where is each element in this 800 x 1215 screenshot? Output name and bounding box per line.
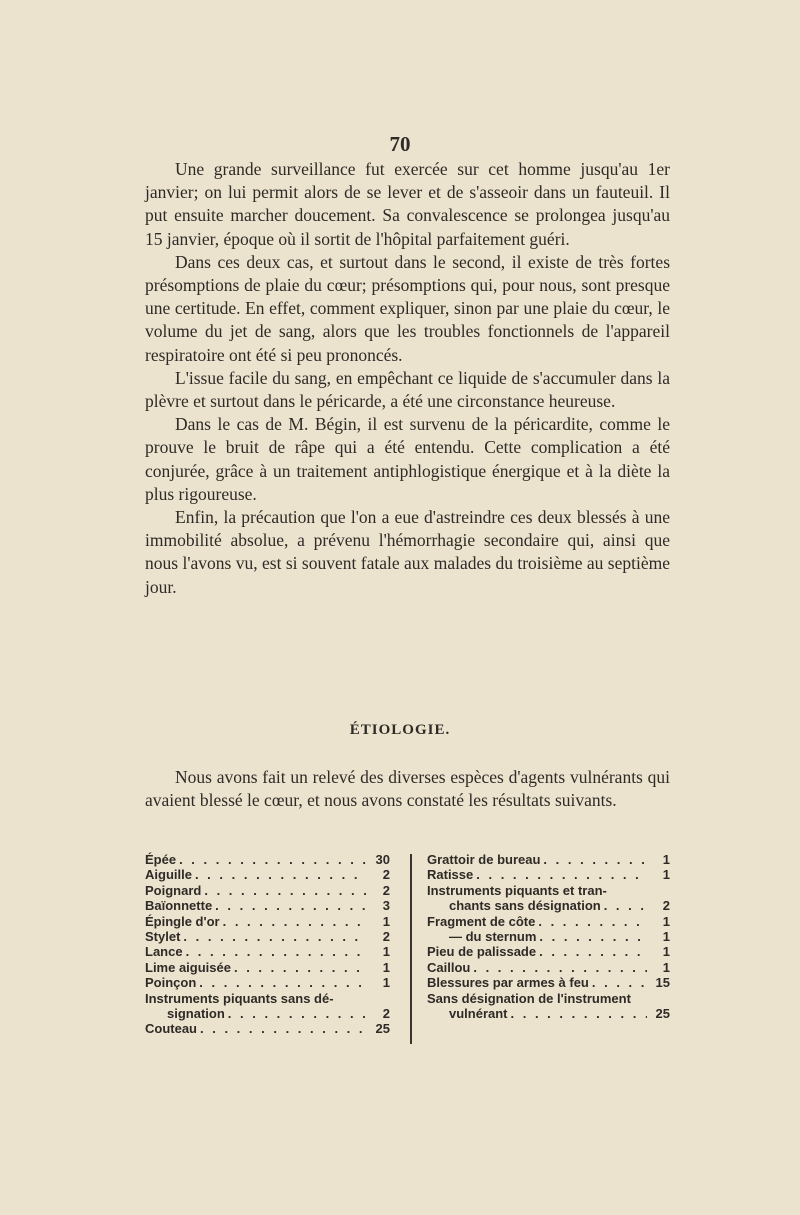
leader-dots <box>215 898 367 913</box>
leader-dots <box>473 960 647 975</box>
table-row <box>427 991 670 1006</box>
agent-label: Caillou <box>427 959 471 975</box>
body-text <box>145 158 670 599</box>
agent-count: 1 <box>382 944 390 960</box>
table-left-column <box>145 852 390 1037</box>
agent-label: Ratisse <box>427 867 474 883</box>
agent-label: Stylet <box>145 929 181 945</box>
agent-label: Lance <box>145 944 183 960</box>
wound-agents-table <box>145 852 670 1047</box>
agent-label-continued: chants sans désignation <box>449 898 601 914</box>
agent-label: Instruments piquants sans dé- <box>145 990 334 1006</box>
leader-dots <box>543 852 647 867</box>
leader-dots <box>204 883 367 898</box>
agent-count: 2 <box>382 882 390 898</box>
leader-dots <box>186 944 367 959</box>
agent-count: 1 <box>662 959 670 975</box>
agent-label: Instruments piquants et tran- <box>427 882 607 898</box>
table-row <box>145 867 390 882</box>
table-row <box>427 883 670 898</box>
table-row <box>427 867 670 882</box>
leader-dots <box>539 929 647 944</box>
agent-label: Fragment de côte <box>427 913 536 929</box>
agent-count: 2 <box>662 898 670 914</box>
table-row <box>145 898 390 913</box>
leader-dots <box>511 1006 647 1021</box>
agent-label: Couteau <box>145 1021 197 1037</box>
agent-label: Épée <box>145 852 177 867</box>
agent-count: 1 <box>382 975 390 991</box>
leader-dots <box>234 960 367 975</box>
agent-count: 2 <box>382 867 390 883</box>
agent-count: 15 <box>655 975 670 991</box>
paragraph: Enfin, la précaution que l'on a eue d'astreindre ces deux blessés à une immobilité absolue, a prévenu l'hémorrhagie secondaire qui, ainsi que nous l'avons vu, est si souvent fatale aux malades du troisième au septième jour. <box>145 507 670 597</box>
agent-label: Épingle d'or <box>145 913 220 929</box>
table-row <box>427 898 670 913</box>
table-right-column <box>427 852 670 1021</box>
agent-label: Blessures par armes à feu <box>427 975 589 991</box>
table-row <box>427 960 670 975</box>
agent-count: 25 <box>655 1006 670 1022</box>
agent-count: 1 <box>662 913 670 929</box>
table-row <box>145 852 390 867</box>
leader-dots <box>223 914 367 929</box>
agent-count: 1 <box>382 959 390 975</box>
agent-count: 1 <box>382 913 390 929</box>
agent-count: 3 <box>382 898 390 914</box>
table-row <box>145 929 390 944</box>
table-row <box>145 975 390 990</box>
table-row <box>145 1006 390 1021</box>
agent-label: Baïonnette <box>145 898 213 914</box>
agent-label: Poinçon <box>145 975 197 991</box>
paragraph: Dans ces deux cas, et surtout dans le second, il existe de très fortes présomptions de plaie du cœur; présomptions qui, pour nous, sont presque une certitude. En effet, comment expliquer, sinon par une plaie du cœur, le volume du jet de sang, alors que les troubles fonctionnels de l'appareil respiratoire ont été si peu prononcés. <box>145 251 670 365</box>
agent-label: Lime aiguisée <box>145 959 231 975</box>
agent-count: 25 <box>375 1021 390 1037</box>
agent-label: Pieu de palissade <box>427 944 537 960</box>
table-row <box>145 960 390 975</box>
table-row <box>427 1006 670 1021</box>
leader-dots <box>195 867 367 882</box>
section-heading: ÉTIOLOGIE. <box>349 722 451 738</box>
agent-label: — du sternum <box>449 929 537 945</box>
leader-dots <box>604 898 647 913</box>
table-row <box>427 929 670 944</box>
leader-dots <box>200 1021 367 1036</box>
table-row <box>427 914 670 929</box>
table-row <box>427 852 670 867</box>
agent-label: Poignard <box>145 882 202 898</box>
intro-paragraph: Nous avons fait un relevé des diverses espèces d'agents vulnérants qui avaient blessé le cœur, et nous avons constaté les résultats suivants. <box>145 767 670 811</box>
leader-dots <box>179 852 367 867</box>
agent-label: Sans désignation de l'instrument <box>427 990 631 1006</box>
agent-count: 2 <box>382 929 390 945</box>
agent-label-continued: vulnérant <box>449 1006 508 1022</box>
paragraph: Une grande surveillance fut exercée sur cet homme jusqu'au 1er janvier; on lui permit alors de se lever et de s'asseoir dans un fauteuil. Il put ensuite marcher doucement. Sa convalescence se prolongea jusqu'au 15 janvier, époque où il sortit de l'hôpital parfaitement guéri. <box>145 159 670 249</box>
agent-count: 30 <box>375 852 390 867</box>
leader-dots <box>539 944 647 959</box>
table-row <box>427 975 670 990</box>
table-row <box>145 991 390 1006</box>
agent-count: 1 <box>662 944 670 960</box>
agent-count: 1 <box>662 929 670 945</box>
table-row <box>145 883 390 898</box>
agent-count: 1 <box>662 852 670 867</box>
paragraph: Dans le cas de M. Bégin, il est survenu de la péricardite, comme le prouve le bruit de râpe qui a été entendu. Cette complication a été conjurée, grâce à un traitement antiphlogistique énergique et à la diète la plus rigoureuse. <box>145 414 670 504</box>
table-row <box>145 944 390 959</box>
page-number: 70 <box>389 132 411 156</box>
agent-count: 1 <box>662 867 670 883</box>
paragraph: L'issue facile du sang, en empêchant ce liquide de s'accumuler dans la plèvre et surtout dans le péricarde, a été une circonstance heureuse. <box>145 367 670 412</box>
agent-label-continued: signation <box>167 1006 225 1022</box>
leader-dots <box>183 929 367 944</box>
table-row <box>427 944 670 959</box>
leader-dots <box>228 1006 367 1021</box>
leader-dots <box>592 975 647 990</box>
agent-label: Grattoir de bureau <box>427 852 541 867</box>
agent-count: 2 <box>382 1006 390 1022</box>
agent-label: Aiguille <box>145 867 192 883</box>
table-row <box>145 914 390 929</box>
leader-dots <box>538 914 647 929</box>
leader-dots <box>199 975 367 990</box>
leader-dots <box>476 867 647 882</box>
table-row <box>145 1021 390 1036</box>
column-divider <box>410 854 412 1044</box>
